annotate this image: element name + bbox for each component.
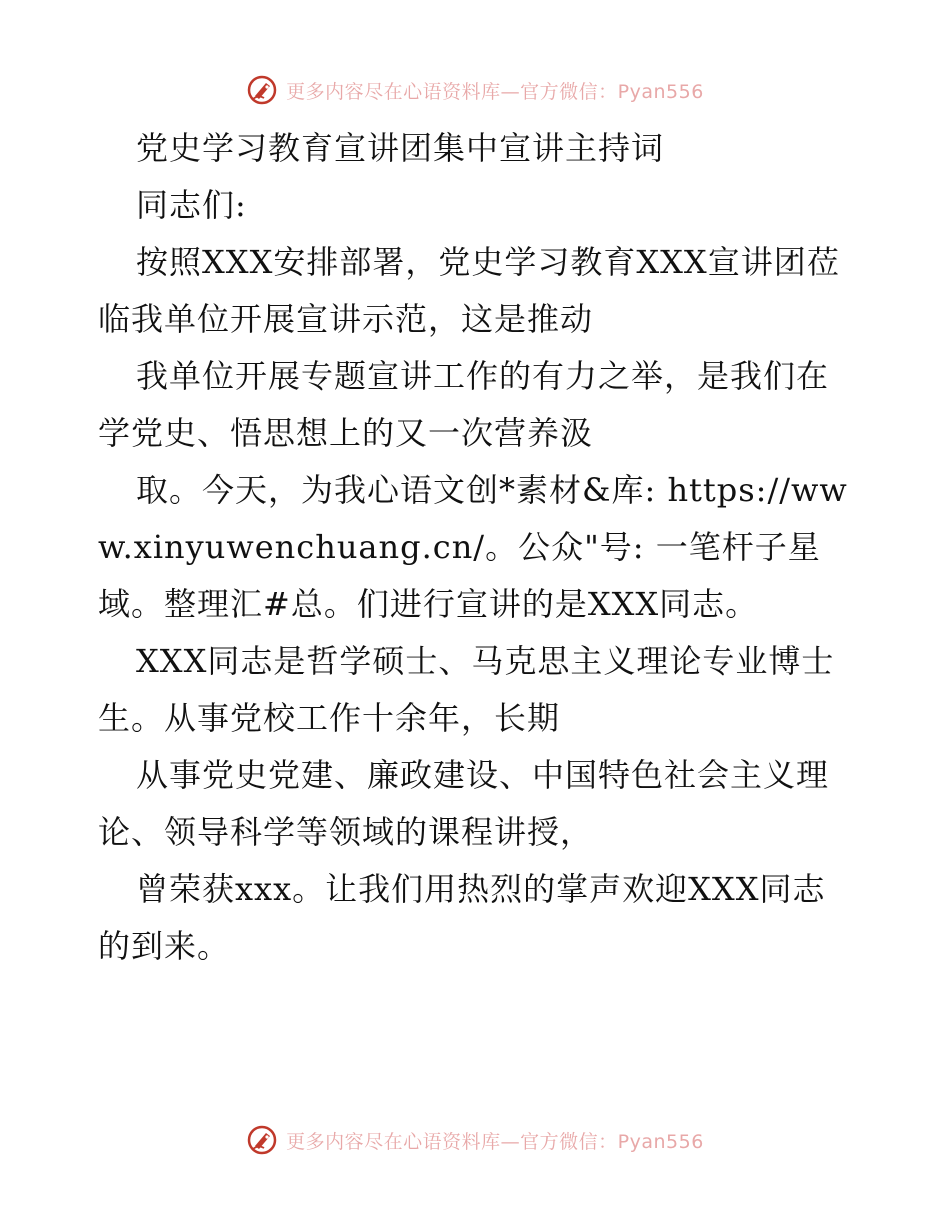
banner-main-text: 更多内容尽在心语资料库—官方微信： — [286, 80, 618, 103]
body-paragraph: XXX同志是哲学硕士、马克思主义理论专业博士生。从事党校工作十余年，长期 — [98, 642, 835, 737]
footer-banner — [0, 1120, 950, 1160]
banner-text — [286, 77, 704, 104]
banner-main-text: 更多内容尽在心语资料库—官方微信： — [286, 1130, 618, 1153]
banner-wechat-id: Pyan556 — [617, 80, 704, 103]
body-paragraph: 从事党史党建、廉政建设、中国特色社会主义理论、领导科学等领域的课程讲授， — [98, 756, 830, 851]
pen-nib-logo-icon — [246, 1124, 278, 1156]
document-body — [98, 120, 858, 975]
document-title: 党史学习教育宣讲团集中宣讲主持词 — [136, 129, 665, 167]
body-paragraph: 曾荣获xxx。让我们用热烈的掌声欢迎XXX同志的到来。 — [98, 870, 826, 965]
salutation: 同志们: — [136, 186, 247, 224]
banner-text — [286, 1127, 704, 1154]
body-paragraph: 取。今天，为我心语文创*素材&库: https://www.xinyuwenchuang.cn/。公众"号: 一笔杆子星域。整理汇#总。们进行宣讲的是XXX同志。 — [98, 471, 848, 623]
header-banner — [0, 70, 950, 110]
body-paragraph: 我单位开展专题宣讲工作的有力之举，是我们在学党史、悟思想上的又一次营养汲 — [98, 357, 830, 452]
body-paragraph: 按照XXX安排部署，党史学习教育XXX宣讲团莅临我单位开展宣讲示范，这是推动 — [98, 243, 840, 338]
banner-wechat-id: Pyan556 — [617, 1130, 704, 1153]
pen-nib-logo-icon — [246, 74, 278, 106]
